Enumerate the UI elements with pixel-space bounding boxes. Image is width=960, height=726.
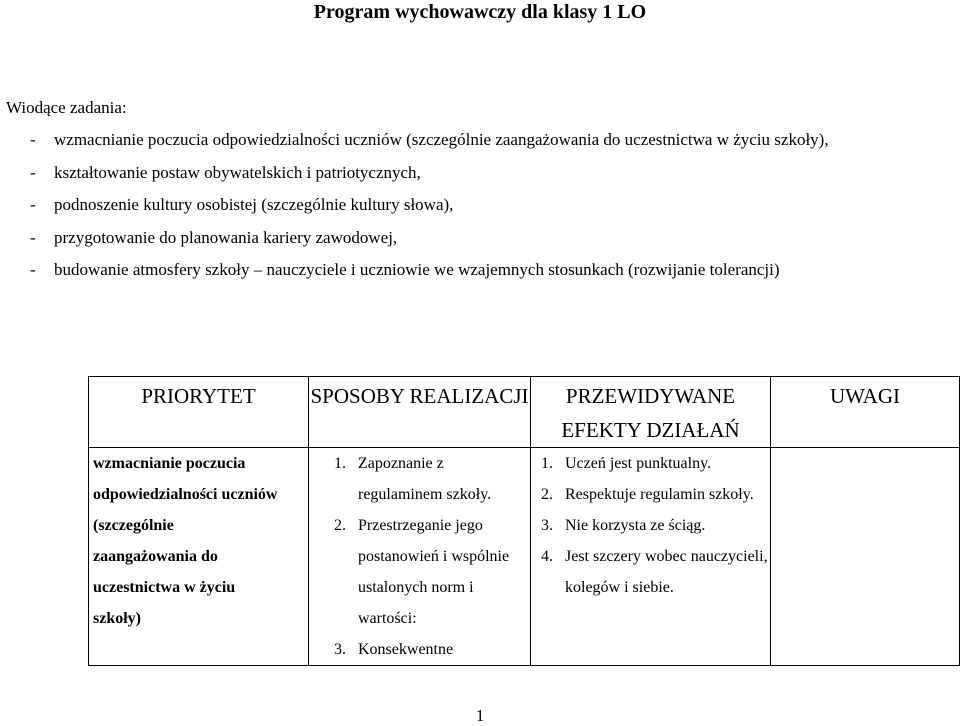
dash-marker: -: [30, 162, 36, 182]
effect-item: 2. Respektuje regulamin szkoły.: [541, 486, 754, 503]
priority-line: zaangażowania do: [93, 548, 218, 565]
task-item: - przygotowanie do planowania kariery zawodowej,: [30, 227, 398, 247]
method-item: 1. Zapoznanie z regulaminem szkoły.: [334, 455, 492, 503]
priority-line: wzmacnianie poczucia: [93, 455, 246, 472]
method-item: 3. Konsekwentne: [334, 641, 454, 658]
table-row: [89, 448, 960, 666]
table-header-row: [89, 377, 960, 448]
priority-cell: [89, 448, 309, 666]
priority-line: (szczególnie: [93, 517, 174, 534]
task-item: - wzmacnianie poczucia odpowiedzialności uczniów (szczególnie zaangażowania do uczestnictwa w życiu szkoły),: [30, 130, 829, 149]
document-title: Program wychowawczy dla klasy 1 LO: [313, 1, 647, 23]
effect-item: 1. Uczeń jest punktualny.: [541, 455, 712, 472]
header-priority: PRIORYTET: [89, 377, 309, 448]
priority-line: szkoły): [93, 610, 141, 627]
task-item: - budowanie atmosfery szkoły – nauczyciele i uczniowie we wzajemnych stosunkach (rozwijanie tolerancji): [30, 260, 780, 279]
task-list: [30, 130, 829, 293]
dash-marker: -: [30, 130, 36, 149]
plan-table: [88, 376, 960, 666]
notes-cell: [771, 448, 960, 666]
task-item: - kształtowanie postaw obywatelskich i patriotycznych,: [30, 162, 421, 182]
dash-marker: -: [30, 260, 36, 279]
dash-marker: -: [30, 195, 36, 214]
effects-list: [541, 448, 770, 603]
header-effects: PRZEWIDYWANE EFEKTY DZIAŁAŃ: [531, 377, 771, 448]
header-notes: UWAGI: [771, 377, 960, 448]
intro-heading: Wiodące zadania:: [6, 98, 127, 117]
methods-list: [334, 448, 530, 665]
dash-marker: -: [30, 227, 36, 247]
method-item: 2. Przestrzeganie jego postanowień i wspólnie ustalonych norm i wartości:: [334, 517, 510, 627]
header-methods: SPOSOBY REALIZACJI: [309, 377, 531, 448]
priority-line: uczestnictwa w życiu: [93, 579, 236, 596]
effects-cell: [531, 448, 771, 666]
page-number: 1: [475, 706, 485, 725]
effect-item: 4. Jest szczery wobec nauczycieli, kolegów i siebie.: [541, 548, 768, 596]
task-item: - podnoszenie kultury osobistej (szczególnie kultury słowa),: [30, 195, 454, 214]
priority-line: odpowiedzialności uczniów: [93, 486, 278, 503]
methods-cell: [309, 448, 531, 666]
effect-item: 3. Nie korzysta ze ściąg.: [541, 517, 706, 534]
